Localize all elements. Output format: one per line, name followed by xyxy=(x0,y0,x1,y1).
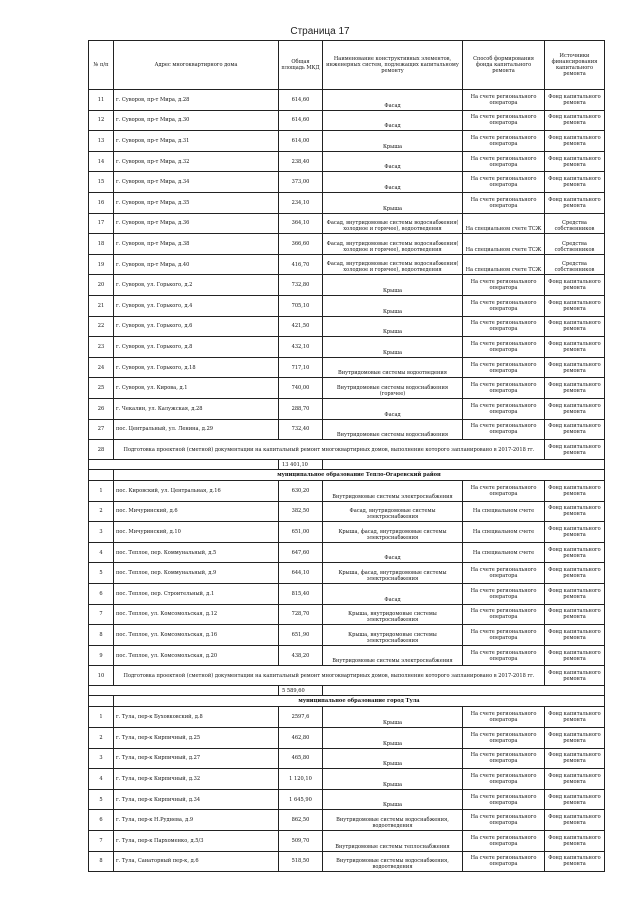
row-area: 728,70 xyxy=(279,604,323,625)
header-address: Адрес многоквартирного дома xyxy=(114,41,279,90)
row-method: На счете регионального оператора xyxy=(463,645,545,666)
row-source: Фонд капитального ремонта xyxy=(545,90,605,111)
prep-source: Фонд капитального ремонта xyxy=(545,440,605,460)
table-body xyxy=(89,90,605,872)
table-row xyxy=(89,192,605,213)
row-area: 732,80 xyxy=(279,275,323,296)
row-source: Фонд капитального ремонта xyxy=(545,584,605,605)
prep-text: Подготовка проектной (сметной) документации на капитальный ремонт многоквартирных домов, выполнение которого запланировано в 2017-2018 гг. xyxy=(114,440,545,460)
table-row xyxy=(89,151,605,172)
row-area: 862,50 xyxy=(279,810,323,831)
row-num: 2 xyxy=(89,728,114,749)
row-source: Фонд капитального ремонта xyxy=(545,522,605,543)
table-row xyxy=(89,481,605,502)
row-address: г. Суворов, пр-т Мира, д.38 xyxy=(114,234,279,255)
table-row xyxy=(89,234,605,255)
row-method: На счете регионального оператора xyxy=(463,295,545,316)
row-source: Фонд капитального ремонта xyxy=(545,151,605,172)
table-row xyxy=(89,419,605,440)
row-method: На счете регионального оператора xyxy=(463,151,545,172)
row-source: Фонд капитального ремонта xyxy=(545,810,605,831)
row-works: Крыша xyxy=(323,707,463,728)
table-row xyxy=(89,337,605,358)
row-num: 4 xyxy=(89,769,114,790)
row-area: 647,60 xyxy=(279,542,323,563)
section-empty-cell xyxy=(89,470,114,481)
row-method: На специальном счете ТСЖ xyxy=(463,213,545,234)
row-area: 465,80 xyxy=(279,748,323,769)
row-address: г. Суворов, пр-т Мира, д.40 xyxy=(114,254,279,275)
row-area: 238,40 xyxy=(279,151,323,172)
row-source: Фонд капитального ремонта xyxy=(545,789,605,810)
row-address: пос. Теплое, пер. Коммунальный, д.5 xyxy=(114,542,279,563)
prep-num: 10 xyxy=(89,666,114,686)
row-num: 21 xyxy=(89,295,114,316)
row-method: На счете регионального оператора xyxy=(463,563,545,584)
row-address: г. Тула, Санаторный пер-к, д.6 xyxy=(114,851,279,872)
row-area: 382,50 xyxy=(279,501,323,522)
row-works: Крыша xyxy=(323,275,463,296)
row-method: На счете регионального оператора xyxy=(463,851,545,872)
row-area: 740,00 xyxy=(279,378,323,399)
row-num: 8 xyxy=(89,625,114,646)
row-method: На счете регионального оператора xyxy=(463,707,545,728)
row-method: На счете регионального оператора xyxy=(463,316,545,337)
row-works: Крыша xyxy=(323,316,463,337)
row-address: г. Тула, пер-к Н.Руднева, д.9 xyxy=(114,810,279,831)
row-num: 5 xyxy=(89,563,114,584)
row-num: 26 xyxy=(89,398,114,419)
row-source: Фонд капитального ремонта xyxy=(545,645,605,666)
row-num: 7 xyxy=(89,604,114,625)
row-works: Крыша xyxy=(323,131,463,152)
row-works: Фасад xyxy=(323,90,463,111)
row-area: 518,50 xyxy=(279,851,323,872)
row-works: Фасад, внутридомовые системы водоснабжения( холодное и горячее), водоотведения xyxy=(323,254,463,275)
prep-num: 28 xyxy=(89,440,114,460)
row-num: 22 xyxy=(89,316,114,337)
row-area: 416,70 xyxy=(279,254,323,275)
row-method: На счете регионального оператора xyxy=(463,398,545,419)
row-address: г. Тула, пер-к Буховковский, д.8 xyxy=(114,707,279,728)
row-address: пос. Центральный, ул. Ленина, д.29 xyxy=(114,419,279,440)
row-works: Крыша xyxy=(323,295,463,316)
row-address: г. Суворов, пр-т Мира, д.32 xyxy=(114,151,279,172)
table-row xyxy=(89,213,605,234)
header-method: Способ формирования фонда капитального ремонта xyxy=(463,41,545,90)
row-method: На счете регионального оператора xyxy=(463,110,545,131)
row-method: На счете регионального оператора xyxy=(463,172,545,193)
row-source: Фонд капитального ремонта xyxy=(545,604,605,625)
row-method: На счете регионального оператора xyxy=(463,337,545,358)
section-empty-cell xyxy=(89,696,114,707)
row-area: 432,10 xyxy=(279,337,323,358)
row-area: 366,60 xyxy=(279,234,323,255)
row-source: Фонд капитального ремонта xyxy=(545,769,605,790)
row-source: Фонд капитального ремонта xyxy=(545,831,605,852)
table-row xyxy=(89,90,605,111)
row-num: 15 xyxy=(89,172,114,193)
section-title-row xyxy=(89,470,605,481)
row-works: Внутридомовые системы электроснабжения xyxy=(323,481,463,502)
row-source: Фонд капитального ремонта xyxy=(545,419,605,440)
table-row xyxy=(89,604,605,625)
row-num: 25 xyxy=(89,378,114,399)
row-address: г. Суворов, ул. Горького, д.8 xyxy=(114,337,279,358)
row-num: 6 xyxy=(89,810,114,831)
row-address: пос. Мичуринский, д.10 xyxy=(114,522,279,543)
row-method: На счете регионального оператора xyxy=(463,748,545,769)
total-row xyxy=(89,460,605,470)
row-num: 23 xyxy=(89,337,114,358)
total-area: 5 589,60 xyxy=(279,686,323,696)
row-works: Фасад, внутридомовые системы водоснабжения( холодное и горячее), водоотведения xyxy=(323,234,463,255)
row-method: На счете регионального оператора xyxy=(463,131,545,152)
row-area: 614,00 xyxy=(279,131,323,152)
row-num: 14 xyxy=(89,151,114,172)
row-source: Фонд капитального ремонта xyxy=(545,481,605,502)
row-area: 1 120,10 xyxy=(279,769,323,790)
row-source: Фонд капитального ремонта xyxy=(545,542,605,563)
row-method: На специальном счете xyxy=(463,501,545,522)
table-row xyxy=(89,563,605,584)
row-works: Внутридомовые системы водоснабжения xyxy=(323,419,463,440)
total-empty-cell xyxy=(323,686,605,696)
row-num: 3 xyxy=(89,522,114,543)
row-area: 364,10 xyxy=(279,213,323,234)
row-area: 705,10 xyxy=(279,295,323,316)
row-address: г. Суворов, ул. Горького, д.18 xyxy=(114,357,279,378)
row-works: Фасад, внутридомовые системы водоснабжения( холодное и горячее), водоотведения xyxy=(323,213,463,234)
row-method: На счете регионального оператора xyxy=(463,625,545,646)
row-works: Внутридомовые системы водоснабжения, водоотведения xyxy=(323,810,463,831)
row-method: На счете регионального оператора xyxy=(463,728,545,749)
table-row xyxy=(89,707,605,728)
row-method: На счете регионального оператора xyxy=(463,810,545,831)
row-num: 11 xyxy=(89,90,114,111)
row-address: г. Тула, пер-к Кирпичный, д.34 xyxy=(114,789,279,810)
row-address: пос. Кировский, ул. Центральная, д.16 xyxy=(114,481,279,502)
section-title: муниципальное образование Тепло-Огаревский район xyxy=(114,470,605,481)
table-row xyxy=(89,789,605,810)
row-num: 1 xyxy=(89,481,114,502)
table-row xyxy=(89,542,605,563)
table-header-row xyxy=(89,41,605,90)
row-num: 18 xyxy=(89,234,114,255)
row-works: Фасад xyxy=(323,398,463,419)
row-works: Крыша xyxy=(323,728,463,749)
section-title-row xyxy=(89,696,605,707)
row-area: 614,60 xyxy=(279,90,323,111)
table-row xyxy=(89,110,605,131)
row-num: 2 xyxy=(89,501,114,522)
total-empty-cell xyxy=(89,686,279,696)
row-num: 6 xyxy=(89,584,114,605)
row-area: 1 645,90 xyxy=(279,789,323,810)
table-row xyxy=(89,748,605,769)
row-area: 438,20 xyxy=(279,645,323,666)
row-source: Фонд капитального ремонта xyxy=(545,501,605,522)
row-works: Крыша, внутридомовые системы электроснабжения xyxy=(323,625,463,646)
row-num: 8 xyxy=(89,851,114,872)
table-row xyxy=(89,295,605,316)
row-source: Фонд капитального ремонта xyxy=(545,563,605,584)
row-address: г. Тула, пер-к Пархоменко, д.5/3 xyxy=(114,831,279,852)
row-method: На счете регионального оператора xyxy=(463,419,545,440)
repair-table xyxy=(88,40,605,872)
total-empty-cell xyxy=(323,460,605,470)
row-num: 12 xyxy=(89,110,114,131)
header-area: Общая площадь МКД xyxy=(279,41,323,90)
row-source: Фонд капитального ремонта xyxy=(545,337,605,358)
row-source: Фонд капитального ремонта xyxy=(545,172,605,193)
table-row xyxy=(89,254,605,275)
row-address: г. Суворов, пр-т Мира, д.31 xyxy=(114,131,279,152)
row-source: Фонд капитального ремонта xyxy=(545,851,605,872)
row-address: пос. Мичуринский, д.6 xyxy=(114,501,279,522)
row-address: г. Суворов, ул. Горького, д.2 xyxy=(114,275,279,296)
row-works: Крыша xyxy=(323,748,463,769)
row-method: На счете регионального оператора xyxy=(463,275,545,296)
row-method: На специальном счете xyxy=(463,542,545,563)
row-works: Крыша xyxy=(323,769,463,790)
row-area: 630,20 xyxy=(279,481,323,502)
row-works: Крыша, фасад, внутридомовые системы электроснабжения xyxy=(323,563,463,584)
row-source: Фонд капитального ремонта xyxy=(545,131,605,152)
row-source: Фонд капитального ремонта xyxy=(545,748,605,769)
row-source: Средства собственников xyxy=(545,234,605,255)
row-works: Крыша xyxy=(323,337,463,358)
row-method: На счете регионального оператора xyxy=(463,192,545,213)
row-source: Средства собственников xyxy=(545,254,605,275)
row-area: 651,90 xyxy=(279,625,323,646)
row-source: Фонд капитального ремонта xyxy=(545,378,605,399)
total-row xyxy=(89,686,605,696)
total-empty-cell xyxy=(89,460,279,470)
row-area: 651,00 xyxy=(279,522,323,543)
row-works: Фасад xyxy=(323,110,463,131)
row-address: г. Тула, пер-к Кирпичный, д.27 xyxy=(114,748,279,769)
table-row xyxy=(89,172,605,193)
row-num: 9 xyxy=(89,645,114,666)
row-source: Фонд капитального ремонта xyxy=(545,357,605,378)
row-num: 4 xyxy=(89,542,114,563)
row-address: г. Суворов, пр-т Мира, д.34 xyxy=(114,172,279,193)
row-address: г. Суворов, ул. Горького, д.4 xyxy=(114,295,279,316)
row-address: г. Тула, пер-к Кирпичный, д.25 xyxy=(114,728,279,749)
row-num: 13 xyxy=(89,131,114,152)
table-row xyxy=(89,522,605,543)
row-method: На счете регионального оператора xyxy=(463,90,545,111)
row-area: 421,50 xyxy=(279,316,323,337)
row-area: 234,10 xyxy=(279,192,323,213)
row-method: На счете регионального оператора xyxy=(463,357,545,378)
row-area: 288,70 xyxy=(279,398,323,419)
row-area: 732,40 xyxy=(279,419,323,440)
row-works: Внутридомовые системы водоотведения xyxy=(323,357,463,378)
prep-row xyxy=(89,666,605,686)
row-num: 20 xyxy=(89,275,114,296)
row-area: 717,10 xyxy=(279,357,323,378)
header-source: Источники финансирования капитального ремонта xyxy=(545,41,605,90)
row-method: На специальном счете ТСЖ xyxy=(463,234,545,255)
table-row xyxy=(89,645,605,666)
section-title: муниципальное образование город Тула xyxy=(114,696,605,707)
table-row xyxy=(89,398,605,419)
row-address: пос. Теплое, пер. Строительный, д.1 xyxy=(114,584,279,605)
row-num: 3 xyxy=(89,748,114,769)
row-num: 1 xyxy=(89,707,114,728)
row-works: Фасад xyxy=(323,542,463,563)
row-num: 19 xyxy=(89,254,114,275)
row-address: пос. Теплое, ул. Комсомольская, д.12 xyxy=(114,604,279,625)
table-row xyxy=(89,831,605,852)
row-method: На счете регионального оператора xyxy=(463,831,545,852)
row-source: Фонд капитального ремонта xyxy=(545,110,605,131)
row-num: 5 xyxy=(89,789,114,810)
row-works: Внутридомовые системы водоснабжения, водоотведения xyxy=(323,851,463,872)
row-address: г. Суворов, пр-т Мира, д.30 xyxy=(114,110,279,131)
row-area: 462,80 xyxy=(279,728,323,749)
row-address: г. Чекалин, ул. Калужская, д.28 xyxy=(114,398,279,419)
table-row xyxy=(89,810,605,831)
row-works: Крыша, внутридомовые системы электроснабжения xyxy=(323,604,463,625)
header-num: № п/п xyxy=(89,41,114,90)
row-source: Фонд капитального ремонта xyxy=(545,728,605,749)
row-works: Фасад, внутридомовые системы электроснабжения xyxy=(323,501,463,522)
row-source: Фонд капитального ремонта xyxy=(545,295,605,316)
table-row xyxy=(89,728,605,749)
row-works: Фасад xyxy=(323,151,463,172)
row-address: г. Тула, пер-к Кирпичный, д.32 xyxy=(114,769,279,790)
row-area: 2597,6 xyxy=(279,707,323,728)
table-row xyxy=(89,851,605,872)
table-row xyxy=(89,316,605,337)
row-num: 17 xyxy=(89,213,114,234)
table-row xyxy=(89,584,605,605)
row-works: Крыша xyxy=(323,192,463,213)
row-num: 24 xyxy=(89,357,114,378)
table-row xyxy=(89,275,605,296)
row-works: Внутридомовые системы теплоснабжения xyxy=(323,831,463,852)
prep-source: Фонд капитального ремонта xyxy=(545,666,605,686)
row-method: На счете регионального оператора xyxy=(463,584,545,605)
row-area: 509,70 xyxy=(279,831,323,852)
row-method: На специальном счете xyxy=(463,522,545,543)
row-source: Фонд капитального ремонта xyxy=(545,398,605,419)
row-area: 614,60 xyxy=(279,110,323,131)
row-source: Фонд капитального ремонта xyxy=(545,625,605,646)
table-row xyxy=(89,769,605,790)
table-row xyxy=(89,357,605,378)
row-method: На счете регионального оператора xyxy=(463,789,545,810)
row-address: г. Суворов, пр-т Мира, д.36 xyxy=(114,213,279,234)
row-source: Фонд капитального ремонта xyxy=(545,192,605,213)
header-works: Наименование конструктивных элементов, инженерных систем, подлежащих капитальному ремонту xyxy=(323,41,463,90)
row-method: На счете регионального оператора xyxy=(463,378,545,399)
row-address: г. Суворов, ул. Горького, д.6 xyxy=(114,316,279,337)
row-works: Крыша, фасад, внутридомовые системы электроснабжения xyxy=(323,522,463,543)
row-address: г. Суворов, пр-т Мира, д.28 xyxy=(114,90,279,111)
row-source: Фонд капитального ремонта xyxy=(545,316,605,337)
row-address: пос. Теплое, пер. Коммунальный, д.9 xyxy=(114,563,279,584)
row-works: Внутридомовые системы водоснабжения (горячее) xyxy=(323,378,463,399)
table-row xyxy=(89,378,605,399)
page-title: Страница 17 xyxy=(290,26,350,37)
prep-row xyxy=(89,440,605,460)
row-method: На счете регионального оператора xyxy=(463,769,545,790)
table-row xyxy=(89,501,605,522)
row-address: г. Суворов, пр-т Мира, д.35 xyxy=(114,192,279,213)
row-address: пос. Теплое, ул. Комсомольская, д.16 xyxy=(114,625,279,646)
total-area: 13 401,10 xyxy=(279,460,323,470)
row-address: пос. Теплое, ул. Комсомольская, д.20 xyxy=(114,645,279,666)
row-works: Крыша xyxy=(323,789,463,810)
prep-text: Подготовка проектной (сметной) документации на капитальный ремонт многоквартирных домов, выполнение которого запланировано в 2017-2018 гг. xyxy=(114,666,545,686)
row-source: Фонд капитального ремонта xyxy=(545,275,605,296)
row-source: Фонд капитального ремонта xyxy=(545,707,605,728)
row-address: г. Суворов, ул. Кирова, д.1 xyxy=(114,378,279,399)
table-row xyxy=(89,131,605,152)
row-method: На специальном счете ТСЖ xyxy=(463,254,545,275)
row-works: Фасад xyxy=(323,584,463,605)
row-method: На счете регионального оператора xyxy=(463,481,545,502)
row-num: 16 xyxy=(89,192,114,213)
row-area: 815,40 xyxy=(279,584,323,605)
row-num: 7 xyxy=(89,831,114,852)
row-num: 27 xyxy=(89,419,114,440)
row-area: 644,10 xyxy=(279,563,323,584)
table-row xyxy=(89,625,605,646)
row-works: Внутридомовые системы электроснабжения xyxy=(323,645,463,666)
row-works: Фасад xyxy=(323,172,463,193)
row-area: 373,00 xyxy=(279,172,323,193)
row-source: Средства собственников xyxy=(545,213,605,234)
row-method: На счете регионального оператора xyxy=(463,604,545,625)
